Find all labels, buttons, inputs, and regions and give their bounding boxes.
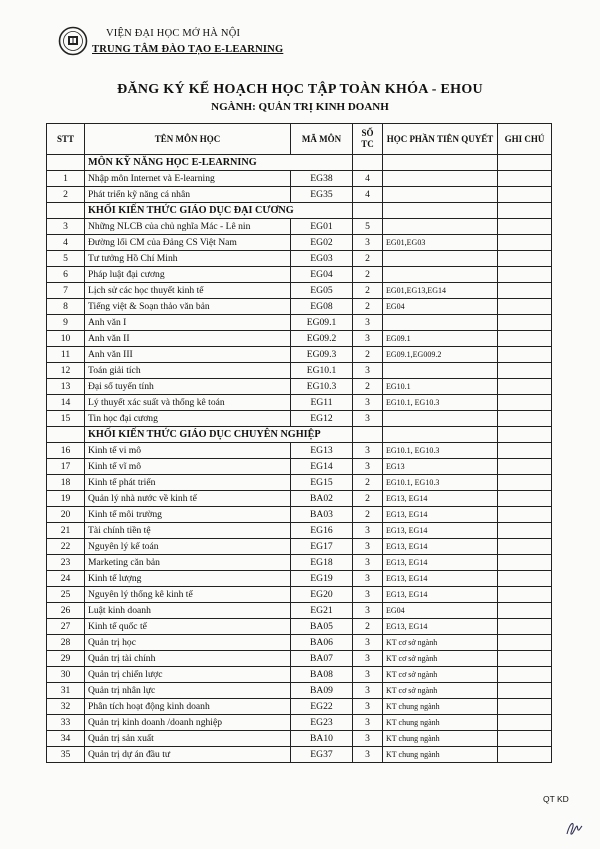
- table-row: [47, 651, 552, 667]
- credits-cell: 5: [353, 219, 383, 235]
- credits-cell: 2: [353, 619, 383, 635]
- credits-cell: 3: [353, 331, 383, 347]
- table-row: [47, 443, 552, 459]
- prerequisite-cell: [383, 251, 498, 267]
- course-name-cell: Nguyên lý thống kê kinh tế: [85, 587, 291, 603]
- prerequisite-cell: KT cơ sở ngành: [383, 667, 498, 683]
- prerequisite-cell: [383, 411, 498, 427]
- note-cell: [498, 491, 552, 507]
- stt-cell: 10: [47, 331, 85, 347]
- course-name-cell: Anh văn II: [85, 331, 291, 347]
- table-row: [47, 747, 552, 763]
- course-name-cell: Kinh tế vĩ mô: [85, 459, 291, 475]
- stt-cell: 26: [47, 603, 85, 619]
- stt-cell: 13: [47, 379, 85, 395]
- course-name-cell: Tiếng việt & Soạn thảo văn bản: [85, 299, 291, 315]
- column-header-note: GHI CHÚ: [498, 124, 552, 155]
- course-code-cell: EG23: [291, 715, 353, 731]
- credits-cell: 3: [353, 363, 383, 379]
- prerequisite-cell: EG10.1, EG10.3: [383, 443, 498, 459]
- institution-seal-icon: [58, 26, 88, 56]
- table-row: [47, 235, 552, 251]
- course-name-cell: Quản trị học: [85, 635, 291, 651]
- prerequisite-cell: EG01,EG13,EG14: [383, 283, 498, 299]
- stt-cell: 25: [47, 587, 85, 603]
- prerequisite-cell: EG10.1, EG10.3: [383, 475, 498, 491]
- table-row: [47, 571, 552, 587]
- section-row: [47, 203, 552, 219]
- course-name-cell: Tin học đại cương: [85, 411, 291, 427]
- course-name-cell: Kinh tế phát triển: [85, 475, 291, 491]
- table-header-row: [47, 124, 552, 155]
- credits-cell: 3: [353, 395, 383, 411]
- table-row: [47, 635, 552, 651]
- credits-cell: 3: [353, 411, 383, 427]
- credits-cell: 3: [353, 571, 383, 587]
- section-title: MÔN KỸ NĂNG HỌC E-LEARNING: [85, 155, 353, 171]
- stt-cell: 17: [47, 459, 85, 475]
- course-code-cell: BA06: [291, 635, 353, 651]
- stt-cell: 12: [47, 363, 85, 379]
- prerequisite-cell: EG13, EG14: [383, 571, 498, 587]
- prerequisite-cell: KT cơ sở ngành: [383, 683, 498, 699]
- credits-cell: 2: [353, 267, 383, 283]
- credits-cell: 3: [353, 747, 383, 763]
- course-name-cell: Nguyên lý kế toán: [85, 539, 291, 555]
- course-code-cell: EG12: [291, 411, 353, 427]
- course-code-cell: BA03: [291, 507, 353, 523]
- credits-cell: 2: [353, 283, 383, 299]
- stt-cell: 9: [47, 315, 85, 331]
- prerequisite-cell: [383, 219, 498, 235]
- course-code-cell: EG20: [291, 587, 353, 603]
- note-cell: [498, 299, 552, 315]
- credits-cell: 3: [353, 635, 383, 651]
- note-cell: [498, 283, 552, 299]
- credits-cell: 2: [353, 491, 383, 507]
- course-code-cell: EG09.3: [291, 347, 353, 363]
- table-row: [47, 475, 552, 491]
- note-cell: [498, 715, 552, 731]
- prerequisite-cell: EG13, EG14: [383, 491, 498, 507]
- table-row: [47, 603, 552, 619]
- note-cell: [498, 699, 552, 715]
- institution-name: VIỆN ĐẠI HỌC MỞ HÀ NỘI: [106, 28, 241, 39]
- prerequisite-cell: EG13, EG14: [383, 507, 498, 523]
- course-name-cell: Quản lý nhà nước về kinh tế: [85, 491, 291, 507]
- course-code-cell: EG05: [291, 283, 353, 299]
- note-cell: [498, 475, 552, 491]
- course-name-cell: Marketing căn bản: [85, 555, 291, 571]
- course-code-cell: EG03: [291, 251, 353, 267]
- course-name-cell: Quản trị nhân lực: [85, 683, 291, 699]
- table-row: [47, 219, 552, 235]
- stt-cell: 32: [47, 699, 85, 715]
- table-row: [47, 555, 552, 571]
- note-cell: [498, 267, 552, 283]
- credits-cell: 3: [353, 603, 383, 619]
- course-code-cell: EG38: [291, 171, 353, 187]
- credits-cell: 4: [353, 187, 383, 203]
- stt-cell: 16: [47, 443, 85, 459]
- section-title: KHỐI KIẾN THỨC GIÁO DỤC CHUYÊN NGHIỆP: [85, 427, 353, 443]
- course-name-cell: Pháp luật đại cương: [85, 267, 291, 283]
- note-cell: [498, 603, 552, 619]
- course-name-cell: Anh văn I: [85, 315, 291, 331]
- prerequisite-cell: EG01,EG03: [383, 235, 498, 251]
- document-subtitle: NGÀNH: QUẢN TRỊ KINH DOANH: [211, 101, 389, 113]
- credits-cell: 3: [353, 235, 383, 251]
- course-code-cell: BA07: [291, 651, 353, 667]
- course-code-cell: EG13: [291, 443, 353, 459]
- note-cell: [498, 251, 552, 267]
- note-cell: [498, 379, 552, 395]
- course-name-cell: Quản trị sản xuất: [85, 731, 291, 747]
- course-code-cell: EG19: [291, 571, 353, 587]
- stt-cell: 31: [47, 683, 85, 699]
- note-cell: [498, 411, 552, 427]
- section-note-cell: [498, 203, 552, 219]
- table-row: [47, 539, 552, 555]
- course-name-cell: Kinh tế quốc tế: [85, 619, 291, 635]
- note-cell: [498, 331, 552, 347]
- prerequisite-cell: KT cơ sở ngành: [383, 635, 498, 651]
- prerequisite-cell: EG13, EG14: [383, 587, 498, 603]
- course-name-cell: Kinh tế môi trường: [85, 507, 291, 523]
- stt-cell: 1: [47, 171, 85, 187]
- course-name-cell: Quản trị dự án đầu tư: [85, 747, 291, 763]
- note-cell: [498, 443, 552, 459]
- course-name-cell: Quản trị chiến lược: [85, 667, 291, 683]
- note-cell: [498, 731, 552, 747]
- table-row: [47, 379, 552, 395]
- column-header-prerequisite: HỌC PHẦN TIÊN QUYẾT: [383, 124, 498, 155]
- credits-cell: 3: [353, 587, 383, 603]
- table-row: [47, 699, 552, 715]
- footer-code: QT KD: [543, 794, 569, 804]
- course-code-cell: EG11: [291, 395, 353, 411]
- credits-cell: 2: [353, 507, 383, 523]
- course-code-cell: EG02: [291, 235, 353, 251]
- prerequisite-cell: [383, 171, 498, 187]
- table-row: [47, 363, 552, 379]
- course-name-cell: Tư tưởng Hồ Chí Minh: [85, 251, 291, 267]
- stt-cell: 5: [47, 251, 85, 267]
- course-code-cell: EG09.2: [291, 331, 353, 347]
- stt-cell: 4: [47, 235, 85, 251]
- prerequisite-cell: KT cơ sở ngành: [383, 651, 498, 667]
- section-title: KHỐI KIẾN THỨC GIÁO DỤC ĐẠI CƯƠNG: [85, 203, 353, 219]
- note-cell: [498, 635, 552, 651]
- course-name-cell: Anh văn III: [85, 347, 291, 363]
- table-row: [47, 619, 552, 635]
- table-row: [47, 459, 552, 475]
- credits-cell: 3: [353, 651, 383, 667]
- stt-cell: 15: [47, 411, 85, 427]
- prerequisite-cell: KT chung ngành: [383, 731, 498, 747]
- course-name-cell: Quản trị kinh doanh /doanh nghiệp: [85, 715, 291, 731]
- section-credits-cell: [353, 155, 383, 171]
- stt-cell: 24: [47, 571, 85, 587]
- stt-cell: 29: [47, 651, 85, 667]
- stt-cell: 3: [47, 219, 85, 235]
- course-code-cell: BA10: [291, 731, 353, 747]
- course-name-cell: Quản trị tài chính: [85, 651, 291, 667]
- stt-cell: 21: [47, 523, 85, 539]
- stt-cell: 6: [47, 267, 85, 283]
- course-code-cell: EG21: [291, 603, 353, 619]
- course-code-cell: BA02: [291, 491, 353, 507]
- note-cell: [498, 363, 552, 379]
- note-cell: [498, 507, 552, 523]
- note-cell: [498, 571, 552, 587]
- stt-cell: 30: [47, 667, 85, 683]
- prerequisite-cell: EG10.1, EG10.3: [383, 395, 498, 411]
- course-code-cell: EG10.1: [291, 363, 353, 379]
- course-code-cell: EG09.1: [291, 315, 353, 331]
- stt-cell: 8: [47, 299, 85, 315]
- course-name-cell: Toán giải tích: [85, 363, 291, 379]
- note-cell: [498, 651, 552, 667]
- credits-cell: 2: [353, 347, 383, 363]
- document-header: [58, 22, 458, 66]
- note-cell: [498, 459, 552, 475]
- note-cell: [498, 187, 552, 203]
- stt-cell: 22: [47, 539, 85, 555]
- course-plan-table: [46, 123, 552, 763]
- prerequisite-cell: EG13: [383, 459, 498, 475]
- section-credits-cell: [353, 203, 383, 219]
- table-row: [47, 411, 552, 427]
- course-code-cell: EG17: [291, 539, 353, 555]
- course-name-cell: Tài chính tiền tệ: [85, 523, 291, 539]
- table-row: [47, 731, 552, 747]
- prerequisite-cell: EG13, EG14: [383, 555, 498, 571]
- stt-cell: 33: [47, 715, 85, 731]
- credits-cell: 4: [353, 171, 383, 187]
- course-code-cell: EG18: [291, 555, 353, 571]
- course-name-cell: Luật kinh doanh: [85, 603, 291, 619]
- credits-cell: 3: [353, 459, 383, 475]
- credits-cell: 3: [353, 731, 383, 747]
- credits-cell: 3: [353, 315, 383, 331]
- table-row: [47, 715, 552, 731]
- course-name-cell: Phát triển kỹ năng cá nhân: [85, 187, 291, 203]
- stt-cell: 11: [47, 347, 85, 363]
- course-code-cell: EG08: [291, 299, 353, 315]
- prerequisite-cell: [383, 363, 498, 379]
- course-name-cell: Lịch sử các học thuyết kinh tế: [85, 283, 291, 299]
- stt-cell: 14: [47, 395, 85, 411]
- credits-cell: 2: [353, 251, 383, 267]
- course-code-cell: EG35: [291, 187, 353, 203]
- course-code-cell: EG16: [291, 523, 353, 539]
- credits-cell: 3: [353, 539, 383, 555]
- credits-cell: 3: [353, 523, 383, 539]
- course-code-cell: BA05: [291, 619, 353, 635]
- prerequisite-cell: EG09.1: [383, 331, 498, 347]
- course-code-cell: EG01: [291, 219, 353, 235]
- credits-cell: 3: [353, 667, 383, 683]
- prerequisite-cell: [383, 315, 498, 331]
- stt-cell: 19: [47, 491, 85, 507]
- document-title: ĐĂNG KÝ KẾ HOẠCH HỌC TẬP TOÀN KHÓA - EHOU: [117, 82, 483, 97]
- credits-cell: 3: [353, 699, 383, 715]
- credits-cell: 3: [353, 443, 383, 459]
- credits-cell: 3: [353, 683, 383, 699]
- note-cell: [498, 747, 552, 763]
- table-row: [47, 331, 552, 347]
- course-name-cell: Đường lối CM của Đảng CS Việt Nam: [85, 235, 291, 251]
- table-row: [47, 491, 552, 507]
- prerequisite-cell: KT chung ngành: [383, 747, 498, 763]
- section-prereq-cell: [383, 203, 498, 219]
- section-row: [47, 155, 552, 171]
- column-header-stt: STT: [47, 124, 85, 155]
- section-row: [47, 427, 552, 443]
- prerequisite-cell: EG13, EG14: [383, 539, 498, 555]
- note-cell: [498, 523, 552, 539]
- section-note-cell: [498, 427, 552, 443]
- note-cell: [498, 555, 552, 571]
- section-credits-cell: [353, 427, 383, 443]
- note-cell: [498, 667, 552, 683]
- table-row: [47, 187, 552, 203]
- note-cell: [498, 395, 552, 411]
- note-cell: [498, 235, 552, 251]
- stt-cell: 27: [47, 619, 85, 635]
- prerequisite-cell: [383, 187, 498, 203]
- course-code-cell: BA08: [291, 667, 353, 683]
- stt-cell: 23: [47, 555, 85, 571]
- course-name-cell: Nhập môn Internet và E-learning: [85, 171, 291, 187]
- credits-cell: 2: [353, 379, 383, 395]
- center-name: TRUNG TÂM ĐÀO TẠO E-LEARNING: [92, 44, 284, 55]
- note-cell: [498, 539, 552, 555]
- column-header-course-code: MÃ MÔN: [291, 124, 353, 155]
- table-row: [47, 267, 552, 283]
- note-cell: [498, 683, 552, 699]
- course-name-cell: Những NLCB của chủ nghĩa Mác - Lê nin: [85, 219, 291, 235]
- stt-cell: 34: [47, 731, 85, 747]
- credits-cell: 3: [353, 555, 383, 571]
- course-name-cell: Kinh tế vi mô: [85, 443, 291, 459]
- section-stt-cell: [47, 203, 85, 219]
- course-name-cell: Đại số tuyến tính: [85, 379, 291, 395]
- course-name-cell: Phân tích hoạt động kinh doanh: [85, 699, 291, 715]
- prerequisite-cell: EG04: [383, 299, 498, 315]
- section-prereq-cell: [383, 155, 498, 171]
- course-name-cell: Lý thuyết xác suất và thống kê toán: [85, 395, 291, 411]
- table-row: [47, 667, 552, 683]
- column-header-course-name: TÊN MÔN HỌC: [85, 124, 291, 155]
- table-row: [47, 395, 552, 411]
- prerequisite-cell: [383, 267, 498, 283]
- table-row: [47, 251, 552, 267]
- prerequisite-cell: EG04: [383, 603, 498, 619]
- prerequisite-cell: EG10.1: [383, 379, 498, 395]
- column-header-credits: SỐ TC: [353, 124, 383, 155]
- section-stt-cell: [47, 427, 85, 443]
- prerequisite-cell: KT chung ngành: [383, 699, 498, 715]
- stt-cell: 7: [47, 283, 85, 299]
- course-code-cell: EG37: [291, 747, 353, 763]
- handwritten-initials-icon: [565, 818, 583, 838]
- table-row: [47, 347, 552, 363]
- table-row: [47, 171, 552, 187]
- note-cell: [498, 619, 552, 635]
- table-row: [47, 523, 552, 539]
- section-note-cell: [498, 155, 552, 171]
- credits-cell: 2: [353, 475, 383, 491]
- course-code-cell: BA09: [291, 683, 353, 699]
- prerequisite-cell: EG13, EG14: [383, 523, 498, 539]
- table-row: [47, 507, 552, 523]
- section-prereq-cell: [383, 427, 498, 443]
- prerequisite-cell: EG09.1,EG009.2: [383, 347, 498, 363]
- note-cell: [498, 171, 552, 187]
- prerequisite-cell: KT chung ngành: [383, 715, 498, 731]
- note-cell: [498, 587, 552, 603]
- table-row: [47, 683, 552, 699]
- credits-cell: 2: [353, 299, 383, 315]
- stt-cell: 20: [47, 507, 85, 523]
- credits-cell: 3: [353, 715, 383, 731]
- prerequisite-cell: EG13, EG14: [383, 619, 498, 635]
- table-row: [47, 587, 552, 603]
- note-cell: [498, 219, 552, 235]
- note-cell: [498, 315, 552, 331]
- section-stt-cell: [47, 155, 85, 171]
- course-code-cell: EG04: [291, 267, 353, 283]
- note-cell: [498, 347, 552, 363]
- stt-cell: 28: [47, 635, 85, 651]
- table-row: [47, 283, 552, 299]
- course-name-cell: Kinh tế lượng: [85, 571, 291, 587]
- stt-cell: 2: [47, 187, 85, 203]
- course-code-cell: EG14: [291, 459, 353, 475]
- course-code-cell: EG22: [291, 699, 353, 715]
- stt-cell: 18: [47, 475, 85, 491]
- stt-cell: 35: [47, 747, 85, 763]
- table-row: [47, 315, 552, 331]
- course-code-cell: EG10.3: [291, 379, 353, 395]
- table-row: [47, 299, 552, 315]
- course-code-cell: EG15: [291, 475, 353, 491]
